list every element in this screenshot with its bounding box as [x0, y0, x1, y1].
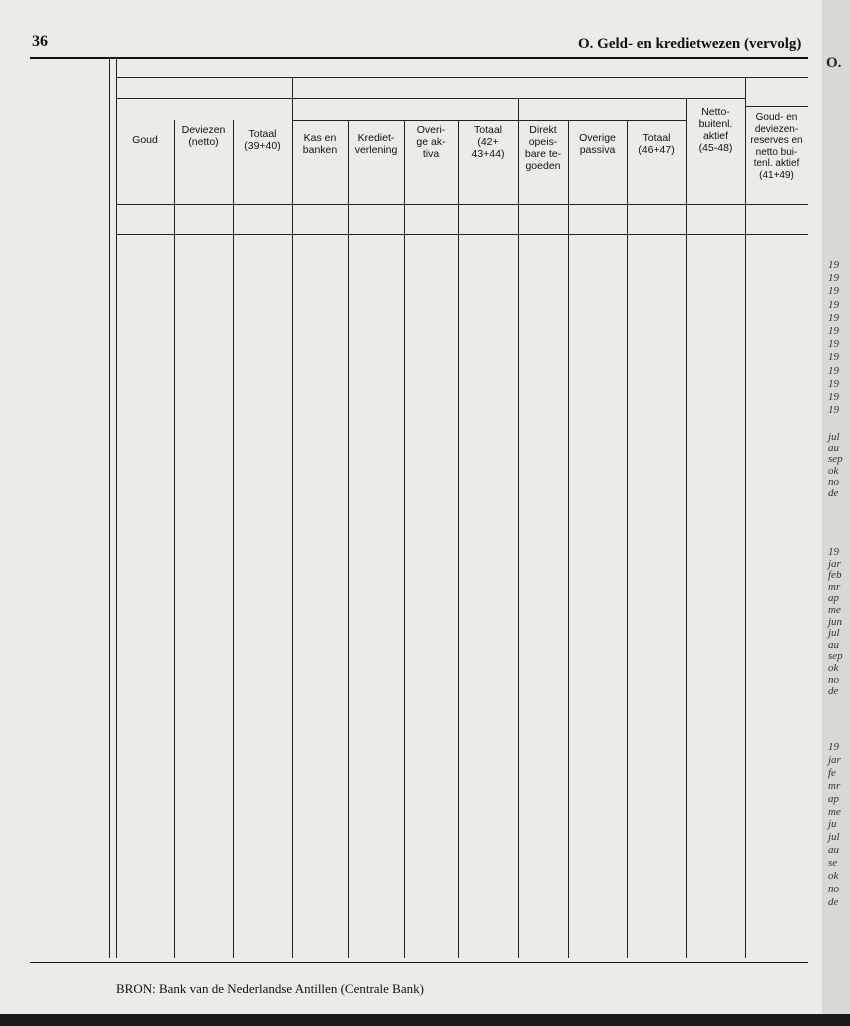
- table-left-rule: [109, 57, 110, 958]
- page-number: 36: [32, 33, 48, 50]
- column-header-11: Netto- buitenl. aktief (45-48): [698, 106, 733, 154]
- column-header-10: Totaal (46+47): [638, 132, 675, 156]
- column-rule: [404, 120, 405, 958]
- next-page-label: 19: [828, 259, 839, 271]
- column-rule: [348, 120, 349, 958]
- running-head: O. Geld- en kredietwezen (vervolg): [578, 36, 802, 52]
- column-header-4: Kas en banken: [302, 132, 338, 156]
- next-page-label: fe: [828, 766, 836, 779]
- next-page-label: 19: [828, 298, 839, 311]
- next-page-label: jul: [828, 431, 840, 443]
- next-page-label: ju: [828, 818, 837, 831]
- next-page-label: de: [828, 685, 839, 698]
- next-page-strip: [824, 55, 850, 955]
- next-page-heading: O.: [826, 55, 842, 71]
- column-header-6: Overi- ge ak- tiva: [416, 124, 446, 160]
- next-page-label: sep: [828, 650, 843, 663]
- next-page-label: no: [828, 673, 839, 686]
- header-rule: [116, 234, 808, 235]
- next-page-label: 19: [828, 285, 839, 298]
- column-rule: [518, 98, 519, 958]
- next-page-label: feb: [828, 569, 842, 582]
- column-rule: [174, 120, 175, 958]
- next-page-label: no: [828, 882, 839, 895]
- next-page-label: 19: [828, 311, 839, 324]
- next-page-label: 19: [828, 546, 839, 558]
- next-page-label: au: [828, 844, 839, 857]
- header-rule: [116, 204, 808, 205]
- header-rule: [745, 106, 808, 107]
- next-page-label: jun: [828, 615, 843, 628]
- next-page-label: au: [828, 442, 839, 455]
- column-header-8: Direkt opeis- bare te- goeden: [524, 124, 562, 172]
- stub-rule: [116, 57, 117, 958]
- next-page-label: 19: [828, 391, 839, 403]
- column-rule: [458, 120, 459, 958]
- next-page-label: sep: [828, 453, 843, 466]
- next-page-label: me: [828, 604, 841, 616]
- next-page-label: 19: [828, 338, 839, 351]
- column-header-2: Deviezen (netto): [181, 124, 226, 148]
- next-page-label: no: [828, 475, 839, 488]
- top-rule: [30, 57, 808, 59]
- next-page-label: 19: [828, 741, 839, 753]
- bottom-rule: [30, 962, 808, 963]
- column-header-5: Krediet- verlening: [354, 132, 398, 156]
- next-page-label: jar: [828, 557, 841, 570]
- header-rule: [292, 98, 745, 99]
- next-page-label: au: [828, 638, 839, 651]
- column-rule: [233, 120, 234, 958]
- column-header-1: Goud: [132, 134, 158, 146]
- column-rule: [745, 77, 746, 958]
- header-rule: [116, 98, 292, 99]
- column-rule: [568, 120, 569, 958]
- column-rule: [292, 77, 293, 958]
- column-header-7: Totaal (42+ 43+44): [471, 124, 505, 160]
- next-page-label: ok: [828, 870, 839, 882]
- next-page-label: me: [828, 805, 841, 818]
- next-page-label: 19: [828, 364, 839, 377]
- column-header-3: Totaal (39+40): [244, 128, 281, 152]
- next-page-label: jul: [828, 627, 840, 640]
- next-page-label: mr: [828, 580, 841, 593]
- column-rule: [627, 120, 628, 958]
- next-page-label: ap: [828, 792, 839, 805]
- next-page-label: ap: [828, 592, 839, 605]
- next-page-label: 19: [828, 404, 839, 417]
- next-page-label: ok: [828, 464, 839, 477]
- column-header-9: Overige passiva: [579, 132, 616, 156]
- next-page-label: se: [828, 857, 838, 870]
- source-note: BRON: Bank van de Nederlandse Antillen (Centrale Bank): [116, 981, 424, 996]
- next-page-label: de: [828, 487, 839, 499]
- next-page-label: de: [828, 895, 839, 908]
- next-page-label: jar: [828, 753, 841, 766]
- next-page-label: 19: [828, 377, 839, 390]
- next-page-label: 19: [828, 325, 839, 337]
- column-rule: [686, 98, 687, 958]
- next-page-label: 19: [828, 272, 839, 285]
- header-rule: [292, 120, 686, 121]
- next-page-label: jul: [828, 831, 840, 844]
- next-page-label: 19: [828, 351, 839, 364]
- column-header-12: Goud- en deviezen- reserves en netto bui- tenl. aktief (41+49): [750, 112, 803, 181]
- header-rule: [116, 77, 808, 78]
- next-page-label: ok: [828, 662, 839, 674]
- next-page-label: mr: [828, 779, 841, 792]
